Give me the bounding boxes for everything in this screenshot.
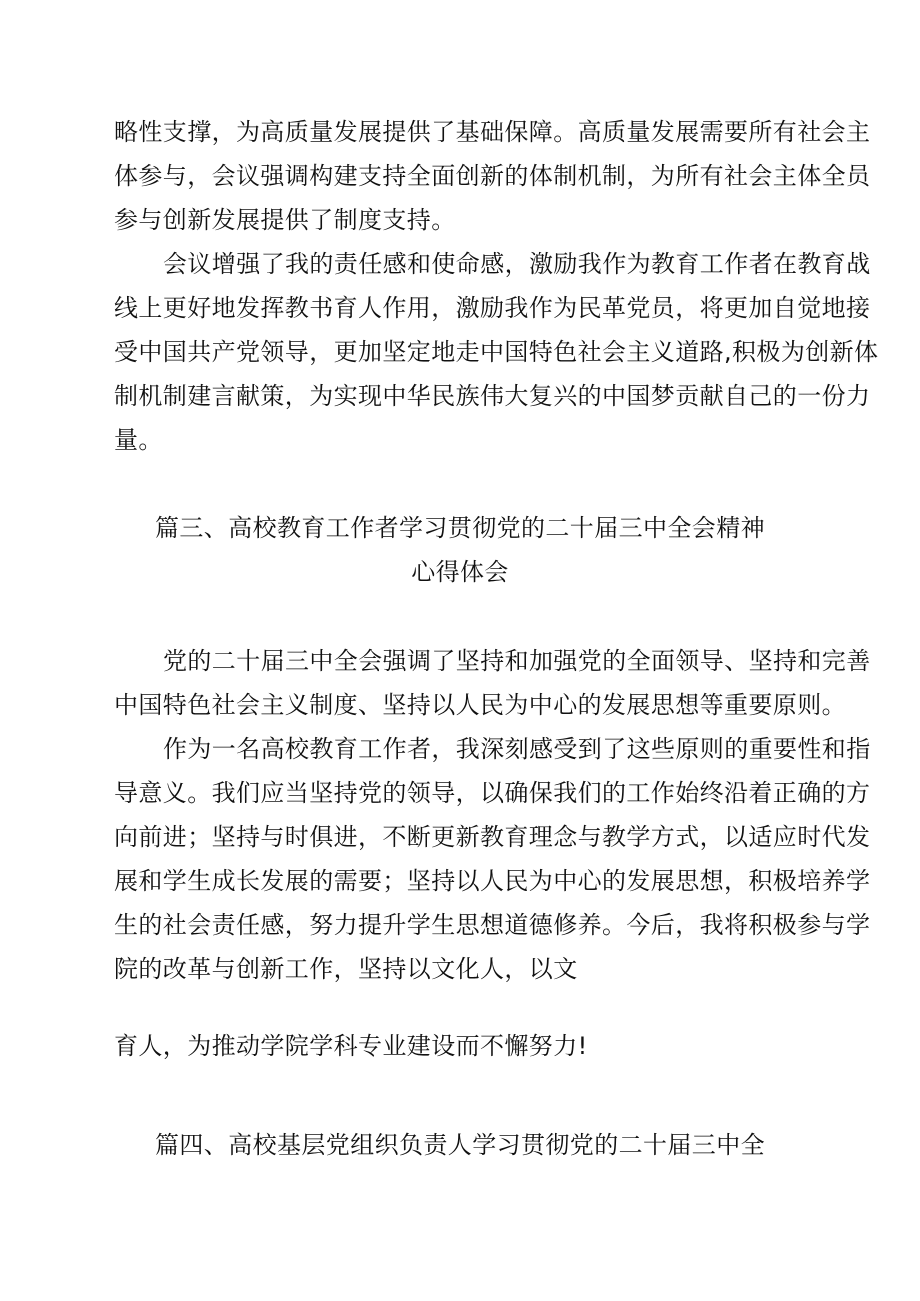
text-line: 展和学生成长发展的需要；坚持以人民为中心的发展思想，积极培养学 xyxy=(114,867,871,895)
text-line: 略性支撑，为高质量发展提供了基础保障。高质量发展需要所有社会主 xyxy=(114,118,871,146)
section-title-line: 篇三、高校教育工作者学习贯彻党的二十届三中全会精神 xyxy=(155,514,765,542)
text-line: 院的改革与创新工作，坚持以文化人，以文 xyxy=(114,955,578,983)
section-title-line: 心得体会 xyxy=(411,558,509,586)
text-line: 生的社会责任感，努力提升学生思想道德修养。今后，我将积极参与学 xyxy=(114,911,871,939)
text-line: 参与创新发展提供了制度支持。 xyxy=(114,206,456,234)
section-title-line: 篇四、高校基层党组织负责人学习贯彻党的二十届三中全 xyxy=(155,1131,765,1159)
text-line: 受中国共产党领导，更加坚定地走中国特色社会主义道路,积极为创新体 xyxy=(114,338,879,366)
text-line: 会议增强了我的责任感和使命感，激励我作为教育工作者在教育战 xyxy=(163,250,871,278)
text-line: 导意义。我们应当坚持党的领导，以确保我们的工作始终沿着正确的方 xyxy=(114,779,871,807)
text-line: 党的二十届三中全会强调了坚持和加强党的全面领导、坚持和完善 xyxy=(163,647,871,675)
text-line: 体参与，会议强调构建支持全面创新的体制机制，为所有社会主体全员 xyxy=(114,162,871,190)
text-line: 制机制建言献策，为实现中华民族伟大复兴的中国梦贡献自己的一份力 xyxy=(114,382,871,410)
text-line: 作为一名高校教育工作者，我深刻感受到了这些原则的重要性和指 xyxy=(163,735,871,763)
text-line: 中国特色社会主义制度、坚持以人民为中心的发展思想等重要原则。 xyxy=(114,691,846,719)
text-line: 线上更好地发挥教书育人作用，激励我作为民革党员，将更加自觉地接 xyxy=(114,294,871,322)
text-line: 向前进；坚持与时俱进，不断更新教育理念与教学方式，以适应时代发 xyxy=(114,823,871,851)
text-line: 育人，为推动学院学科专业建设而不懈努力! xyxy=(114,1032,588,1060)
text-line: 量。 xyxy=(114,426,163,454)
